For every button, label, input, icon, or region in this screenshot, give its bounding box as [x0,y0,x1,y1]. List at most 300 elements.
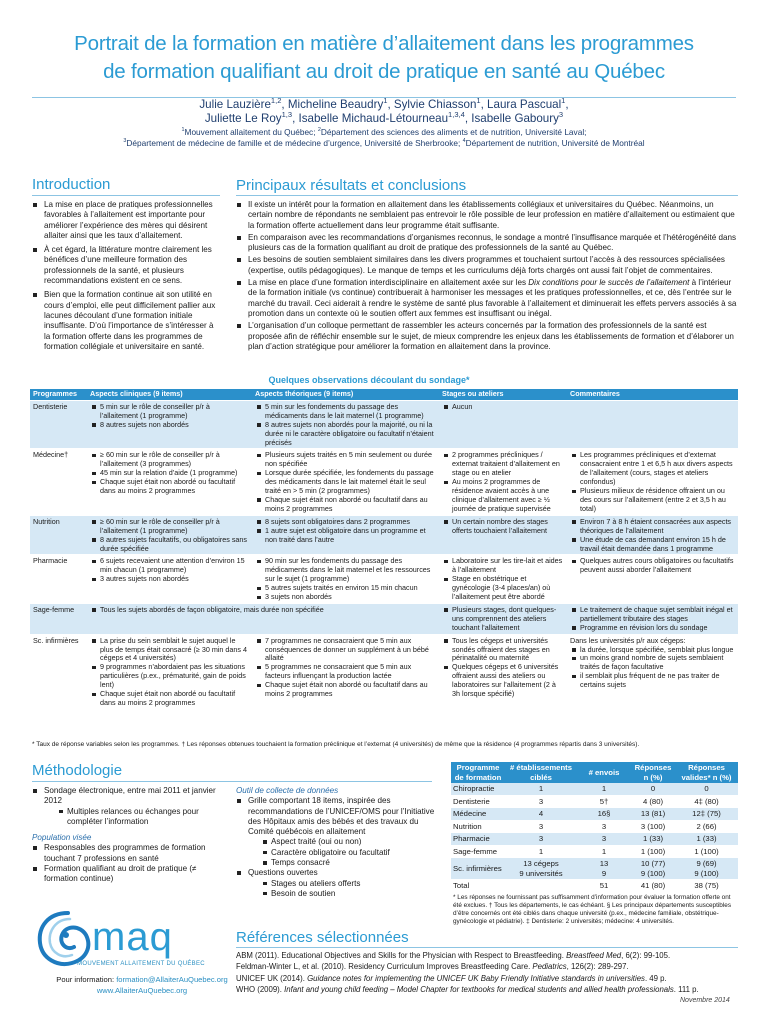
reference-journal: Breastfeed Med [566,951,622,960]
cell-bullets [442,606,564,633]
response-value: 2 (66) [696,821,717,831]
observations-header-cell: Programmes [30,389,87,400]
response-value: 13 cégeps [523,859,559,868]
author-sep: , [480,98,488,111]
cell-bullet: Au moins 2 programmes de résidence avaient accès à une clinique d’allaitement avec ≥ ½ journée de pratique supervisée [442,478,564,514]
response-value: 1 [601,846,607,856]
response-value: Chiropractie [453,784,495,793]
cell-bullets [442,403,564,412]
poster-title [8,30,760,86]
program-cell: Pharmacie [30,555,87,604]
cell-bullet: Environ 7 à 8 h étaient consacrées aux aspects théoriques de l’allaitement [570,518,735,536]
author-sup: 1 [561,96,566,106]
affiliation-text: Département des sciences des aliments et de nutrition, Université Laval; [320,127,587,137]
response-value: 38 (75) [694,881,719,890]
cell-bullets [90,557,249,584]
stages-cell [439,634,567,709]
grid-sub-item: Aspect traité (oui ou non) [262,837,436,847]
comments-cell [567,634,738,709]
author-sup: 3 [558,110,564,120]
cell-bullet: Chaque sujet était non abordé ou facultatif dans au moins 2 programmes [90,690,249,708]
observations-row [30,400,738,449]
cell-bullets [90,451,249,496]
cell-bullet: 6 sujets recevaient une attention d’environ 15 min chacun (1 programme) [90,557,249,575]
population-item: Formation qualifiant au droit de pratique (≠ formation continue) [32,864,222,885]
response-value: 1 (100) [694,846,719,856]
intro-heading: Introduction [32,176,111,193]
reference-text: . 111 p. [673,984,699,994]
author-name: Laura Pascual [487,98,562,111]
affiliation-sup: 1 [181,127,185,134]
intro-bullet: Bien que la formation continue ait son utilité en cours d’emploi, elle peut difficilement pallier aux lacunes découlant d’une formation initiale insuffisante. D’où l’importance de s’intéresser à la formation offerte dans les programmes de formation collégiale et universitaire en santé. [32,290,218,352]
clinical-cell [87,555,252,604]
authors [20,98,748,126]
response-value: 1 [538,846,544,856]
contact-email-link[interactable]: formation@AllaiterAuQuebec.org [116,975,228,984]
results-text: Les besoins de soutien semblaient similaires dans les divers programmes et touchaient surtout l’accès à des ressources spécialisées (expertise, outils pédagogiques). Le manque de temps et les curriculums déjà forts chargés ont aussi fait l’objet de commentaires. [248,255,725,275]
cell-bullet: Un certain nombre des stages offerts touchaient l’allaitement [442,518,564,536]
response-value: Nutrition [453,821,482,831]
response-targeted-cell [505,880,577,893]
cell-bullets [90,518,249,554]
response-sent-cell [577,880,631,893]
author-name: Isabelle Gaboury [471,112,559,125]
response-sent-cell [577,858,631,880]
theoretical-cell [252,634,439,709]
response-value: Sc. infirmières [453,863,502,873]
cell-bullet: Programme en révision lors du sondage [570,624,735,633]
cell-bullet: 3 sujets non abordés [255,593,436,602]
cell-bullets [442,557,564,602]
response-header-cell: # établissements ciblés [505,762,577,783]
observations-header-cell: Aspects cliniques (9 items) [87,389,252,400]
cell-bullets [90,403,249,430]
cell-bullets [255,557,436,602]
response-program-cell [451,820,505,833]
title-line-1: Portrait de la formation en matière d’allaitement dans les programmes [74,32,694,55]
response-responses-cell [631,880,675,893]
grid-sub-item: Caractère obligatoire ou facultatif [262,848,436,858]
theoretical-cell [252,515,439,555]
cell-bullet: Une étude de cas demandant environ 15 h de travail était demandée dans 1 programme [570,536,735,554]
author-sep: , [565,98,569,111]
response-value: Pharmacie [453,834,490,843]
results-text: La mise en place d’une formation interdisciplinaire en allaitement axée sur les [248,278,529,288]
results-list [236,200,738,354]
cell-bullets [255,637,436,699]
methodology-divider [32,781,432,782]
response-responses-cell [631,808,675,821]
survey-sub-item: Multiples relances ou échanges pour compléter l’information [58,807,222,828]
response-value: 3 (100) [640,821,666,831]
program-cell: Nutrition [30,515,87,555]
response-row [451,845,738,858]
intro-divider [32,195,220,196]
reference-journal: Infant and young child feeding – Model Chapter for textbooks for medical students and allied health professionals [284,984,674,994]
response-program-cell [451,795,505,808]
methodology-heading: Méthodologie [32,762,123,779]
comments-cell [567,555,738,604]
stages-cell [439,515,567,555]
author-name: Julie Lauzière [199,98,271,111]
cell-bullet: La prise du sein semblait le sujet auquel le plus de temps était consacré (≥ 30 min dans 4 cégeps et 4 universités) [90,637,249,664]
response-program-cell [451,833,505,846]
response-row [451,808,738,821]
comments-cell [567,449,738,515]
cell-bullets [570,451,735,513]
tool-heading: Outil de collecte de données [236,786,339,795]
cell-bullets [570,518,735,554]
response-value: 9 universités [519,868,563,878]
response-header-cell: Réponses n (%) [631,762,675,783]
response-responses-cell [631,858,675,880]
cell-bullet: 5 programmes ne consacraient que 5 min aux facteurs influençant la production lactée [255,663,436,681]
response-value: 16§ [597,809,611,818]
contact-label: Pour information: [56,975,117,984]
stages-cell [439,603,567,634]
cell-bullet: Plusieurs milieux de résidence offraient un ou des cours sur l’allaitement (entre 2 et 3,5 h au total) [570,487,735,514]
response-targeted-cell [505,845,577,858]
open-sub-item: Besoin de soutien [262,889,436,899]
cell-bullet: 8 autres sujets non abordés pour la majorité, ou ni la durée ni le caractère obligatoire ou facultatif n’étaient précisés [255,421,436,448]
affiliations [10,127,758,148]
response-program-cell [451,858,505,880]
response-header-cell: # envois [577,762,631,783]
reference-journal: Guidance notes for implementing the UNICEF UK Baby Friendly Initiative standards in universities [307,973,645,983]
cell-bullet: Les programmes précliniques et d’externat consacraient entre 1 et 6,5 h aux divers aspects de l’allaitement (cours, stages et ateliers confondus) [570,451,735,487]
reference-journal: Pediatrics [532,962,567,972]
results-bullet [236,255,738,276]
response-value: Total [453,881,470,890]
comments-intro: Dans les universités p/r aux cégeps: [570,635,686,645]
response-value: Médecine [453,809,487,818]
author-sup: 1,2 [270,96,282,106]
response-value: 13 [599,859,609,868]
cell-bullet: Chaque sujet était non abordé ou facultatif dans au moins 2 programmes [255,681,436,699]
results-text: En comparaison avec les recommandations d’organismes reconnus, le sondage a montré l’insuffisance marquée et l’hétérogénéité dans plusieurs cas de la formation qualifiant au droit de pratique des professionnels de la santé au Québec. [248,232,737,253]
author-name: Juliette Le Roy [204,112,282,125]
affiliations-line-1 [10,127,758,138]
cell-bullets [442,637,564,699]
results-text: à l’intérieur de la formation initiale (vs continue) contribuerait à harmoniser les messages et les pratiques professionnelles, et ce, dès l’entrée sur le marché du travail. Ceci aiderait à rendre le système de santé plus favorable à l’allaitement et diminuerait les effets pervers associés à sa promotion dans un contexte où le soutien offert aux femmes est insuffisant ou inégal. [248,278,737,318]
results-divider [236,195,738,196]
response-targeted-cell [505,820,577,833]
response-targeted-cell [505,795,577,808]
affiliation-sup: 2 [317,127,321,134]
grid-sub-item: Temps consacré [262,858,436,868]
cell-bullets [255,518,436,545]
cell-bullet: Chaque sujet était non abordé ou facultatif dans au moins 2 programmes [255,496,436,514]
author-sup: 1,3 [281,110,293,120]
reference-text: ABM (2011). Educational Objectives and Skills for the Physician with Respect to Breastfeeding. [236,951,567,960]
response-valid-cell [675,880,738,893]
author-sup: 1 [383,96,388,106]
population-list [32,843,222,884]
response-value: 1 (33) [696,834,717,843]
response-value: 3 [538,796,544,806]
cell-bullet: ≥ 60 min sur le rôle de conseiller p/r à l’allaitement (3 programmes) [90,451,249,469]
response-value: 1 [538,784,544,793]
affiliation-sup: 3 [123,137,127,144]
response-value: 4 [538,809,544,818]
observations-header-cell: Stages ou ateliers [439,389,567,400]
methodology-right [236,786,436,899]
cell-bullet: 1 autre sujet est obligatoire dans un programme et non traité dans l’autre [255,527,436,545]
response-value: 4‡ (80) [694,796,719,806]
cell-bullets [570,646,735,691]
response-responses-cell [631,845,675,858]
response-value: 0 [650,784,656,793]
author-name: Micheline Beaudry [287,98,384,111]
methodology-left [32,786,222,885]
results-bullet [236,200,738,231]
cell-bullets [255,403,436,448]
cell-bullet: 5 autres sujets traités en environ 15 min chacun [255,584,436,593]
cell-bullet: Plusieurs stages, dont quelques-uns comprennent des ateliers touchant l’allaitement [442,606,564,633]
response-header-row [451,762,738,783]
observations-header-row [30,389,738,400]
affiliation-sup: 4 [462,137,466,144]
response-sent-cell [577,808,631,821]
reference-text: , 6(2): 99-105. [621,951,671,960]
response-value: 1 (100) [640,846,666,856]
cell-bullet: Aucun [442,403,564,412]
program-cell: Dentisterie [30,400,87,449]
response-responses-cell [631,833,675,846]
results-bullet [236,278,738,319]
population-item: Responsables des programmes de formation touchant 7 professions en santé [32,843,222,864]
contact-info [32,975,252,996]
author-sup: 1,3,4 [448,110,465,120]
reference-item [236,950,746,961]
response-sent-cell [577,795,631,808]
response-valid-cell [675,795,738,808]
response-program-cell [451,808,505,821]
reference-text: WHO (2009). [236,984,285,994]
cell-bullet: la durée, lorsque spécifiée, semblait plus longue [570,646,735,655]
response-targeted-cell [505,783,577,795]
poster-date: Novembre 2014 [680,997,730,1004]
response-program-cell [451,845,505,858]
reference-item [236,973,746,984]
cell-bullet: Laboratoire sur les tire-lait et aides à l’allaitement [442,557,564,575]
references-list [236,950,746,995]
contact-website-link[interactable]: www.AllaiterAuQuebec.org [96,985,188,995]
open-sub-item: Stages ou ateliers offerts [262,879,436,889]
response-value: 9 (100) [694,868,719,878]
clinical-cell [87,634,252,709]
response-valid-cell [675,808,738,821]
response-responses-cell [631,783,675,795]
cell-bullet: 7 programmes ne consacraient que 5 min aux conséquences de donner un supplément à un bébé allaité [255,637,436,664]
observations-row [30,555,738,604]
response-value: Sage-femme [453,846,498,856]
response-row [451,880,738,893]
observations-header-cell: Aspects théoriques (9 items) [252,389,439,400]
cell-bullet: Quelques autres cours obligatoires ou facultatifs peuvent aussi aborder l’allaitement [570,557,735,575]
method-open-questions: Questions ouvertes Stages ou ateliers offerts Besoin de soutien [236,868,436,899]
observations-footnote: * Taux de réponse variables selon les programmes. † Les réponses obtenues touchaient la formation préclinique et l’externat (4 universités) de même que la résidence (4 programmes répartis dans 3 universités). [32,741,640,748]
cell-bullets [442,451,564,513]
cell-bullet: 2 programmes précliniques / externat traitaient d’allaitement en stage ou en atelier [442,451,564,478]
response-value: 51 [599,881,609,890]
response-row [451,820,738,833]
cell-bullet: Le traitement de chaque sujet semblait inégal et partiellement tributaire des stages [570,606,735,624]
cell-bullet: un moins grand nombre de sujets semblaient traités de façon facultative [570,654,735,672]
observations-row [30,603,738,634]
clinical-cell [87,400,252,449]
cell-bullet: 9 programmes n’abordaient pas les situations particulières (p.ex., prématurité, gain de poids lent) [90,663,249,690]
author-sep: , [292,112,299,125]
cell-bullet: 5 min sur le rôle de conseiller p/r à l’allaitement (1 programme) [90,403,249,421]
results-text: L’organisation d’un colloque permettant de rassembler les acteurs concernés par la formation des professionnels de la santé est proposée afin de réfléchir ensemble sur le sujet, de mieux comprendre les enjeux dans les établissements de formation et d’élaborer un plan d’action stratégique pour améliorer la formation en allaitement dans la province. [248,321,734,351]
method-grid: Grille comportant 18 items, inspirée des recommandations de l’UNICEF/OMS pour l’Initiative des Hôpitaux amis des bébés et des travaux du Comité québécois en allaitement Aspect traité (oui ou non) Caractère obligatoire ou facultatif Temps consacré [236,796,436,868]
cell-bullet: Chaque sujet était non abordé ou facultatif dans au moins 2 programmes [90,478,249,496]
program-cell: Sage-femme [30,603,87,634]
response-value: 3 [538,821,544,831]
cell-bullet: 8 autres sujets facultatifs, ou obligatoires sans durée spécifiée [90,536,249,554]
response-row [451,833,738,846]
results-heading: Principaux résultats et conclusions [236,177,467,194]
population-heading: Population visée [32,833,92,843]
response-row [451,783,738,795]
results-bullet [236,321,738,352]
cell-bullets [90,606,436,615]
response-responses-cell [631,795,675,808]
cell-bullet: ≥ 60 min sur le rôle de conseiller p/r à l’allaitement (1 programme) [90,518,249,536]
comments-cell [567,515,738,555]
response-sent-cell [577,845,631,858]
response-sent-cell [577,820,631,833]
response-program-cell [451,783,505,795]
cell-bullets [570,557,735,575]
cell-bullet: Tous les sujets abordés de façon obligatoire, mais durée non spécifiée [90,606,436,615]
response-value: 9 [601,868,607,878]
theoretical-cell [252,449,439,515]
cell-bullet: 8 autres sujets non abordés [90,421,249,430]
response-value: 9 (100) [640,868,666,878]
response-sent-cell [577,783,631,795]
cell-bullets [442,518,564,536]
author-name: Isabelle Michaud-Létourneau [298,112,449,125]
response-targeted-cell [505,858,577,880]
theoretical-cell [252,555,439,604]
authors-line-1 [20,98,748,112]
response-valid-cell [675,783,738,795]
clinical-cell [87,515,252,555]
observations-row [30,449,738,515]
observations-table [30,389,738,709]
cell-bullet: 45 min sur la relation d’aide (1 programme) [90,469,249,478]
response-value: 13 (81) [640,809,666,818]
method-survey: Sondage électronique, entre mai 2011 et janvier 2012 Multiples relances ou échanges pour compléter l’information [32,786,222,827]
response-value: 9 (69) [696,859,717,868]
response-valid-cell [675,820,738,833]
response-value: 12‡ (75) [692,809,721,818]
response-header-cell: Réponses valides* n (%) [675,762,738,783]
cell-bullet: il semblait plus fréquent de ne pas traiter de certains sujets [570,672,735,690]
cell-bullets [570,606,735,633]
response-valid-cell [675,833,738,846]
response-footnote: * Les réponses ne fournissant pas suffisamment d’information pour évaluer la formation offerte ont été exclues. † Tous les départements, le cas échéant. § Les principaux départements susceptibles d’être concernés ont été ciblés dans chaque université (p.ex., médecine familiale, obstétrique-gynécologie et pédiatrie). ‡ Dentisterie: 2 universités; médecine: 4 universités. [453,894,732,925]
response-row [451,795,738,808]
references-divider [236,947,738,948]
reference-item [236,984,746,995]
observations-row [30,515,738,555]
results-bullet [236,233,738,254]
cell-bullet: Stage en obstétrique et gynécologie (3-4 places/an) où l’allaitement peut être abordé [442,575,564,602]
response-value: 10 (77) [640,859,666,868]
reference-item [236,961,746,972]
response-value: 41 (80) [640,881,666,890]
author-sep: , [464,112,472,125]
response-value: 1 [601,784,607,793]
response-value: 4 (80) [642,796,664,806]
response-valid-cell [675,845,738,858]
title-line-2: de formation qualifiant au droit de pratique en santé au Québec [103,60,665,83]
cell-bullets [90,637,249,708]
reference-text: , 126(2): 289-297. [566,962,629,972]
logo-subtitle: MOUVEMENT ALLAITEMENT DU QUÉBEC [77,961,205,967]
response-value: 0 [704,784,709,793]
cell-bullet: Lorsque durée spécifiée, les fondements du passage des médicaments dans le lait maternel était le seul traité en > 5 min (2 programmes) [255,469,436,496]
cell-bullet: 3 autres sujets non abordés [90,575,249,584]
references-heading: Références sélectionnées [236,929,409,946]
response-program-cell [451,880,505,893]
theoretical-cell [252,400,439,449]
cell-bullet: 5 min sur les fondements du passage des médicaments dans le lait maternel (1 programme) [255,403,436,421]
results-text: Il existe un intérêt pour la formation en allaitement dans les établissements collégiaux et universitaires du Québec. Néanmoins, un certain nombre de répondants ne semblaient pas entrevoir le rôle possible de leur profession en matière d’allaitement ou estimaient que la formation offerte actuellement dans leur programme était suffisante. [248,200,735,230]
response-value: 1 (33) [642,834,664,843]
results-emphasis: Dix conditions pour le succès de l’allaitement [528,278,690,288]
response-sent-cell [577,833,631,846]
reference-text: . 49 p. [644,973,667,983]
stages-cell [439,555,567,604]
author-sep: , [387,98,394,111]
intro-bullet: La mise en place de pratiques professionnelles favorables à l’allaitement est importante pour améliorer l’expérience des mères qui désirent allaiter ainsi que les taux d’allaitement. [32,200,218,241]
response-targeted-cell [505,833,577,846]
response-header-cell: Programme de formation [451,762,505,783]
cell-bullet: 8 sujets sont obligatoires dans 2 programmes [255,518,436,527]
response-value: 5† [599,796,609,806]
intro-list [32,200,218,356]
affiliation-text: Mouvement allaitement du Québec; [184,127,318,137]
cell-bullet: Plusieurs sujets traités en 5 min seulement ou durée non spécifiée [255,451,436,469]
cell-bullets [255,451,436,513]
response-responses-cell [631,820,675,833]
logo-text: maq [92,915,173,959]
authors-line-2 [20,112,748,126]
response-value: 3 [538,834,544,843]
program-cell: Sc. infirmières [30,634,87,709]
observations-header-cell: Commentaires [567,389,738,400]
response-row [451,858,738,880]
stages-cell [439,449,567,515]
clinical-cell [87,449,252,515]
response-value: 3 [601,821,607,831]
stages-cell [439,400,567,449]
cell-bullet: Quelques cégeps et 6 universités offraient aussi des ateliers ou laboratoires sur l’allaitement (2 à 3h lorsque spécifié) [442,663,564,699]
response-value: Dentisterie [453,796,490,806]
observations-title: Quelques observations découlant du sondage* [268,375,470,385]
cell-bullet: Tous les cégeps et universités sondés offraient des stages en périnatalité ou maternité [442,637,564,664]
author-sep: , [281,98,288,111]
reference-text: Feldman-Winter L, et al. (2010). Residency Curriculum Improves Breastfeeding Care. [236,962,533,972]
observations-row [30,634,738,709]
response-value: 3 [601,834,607,843]
program-cell: Médecine† [30,449,87,515]
affiliations-line-2 [10,138,758,149]
